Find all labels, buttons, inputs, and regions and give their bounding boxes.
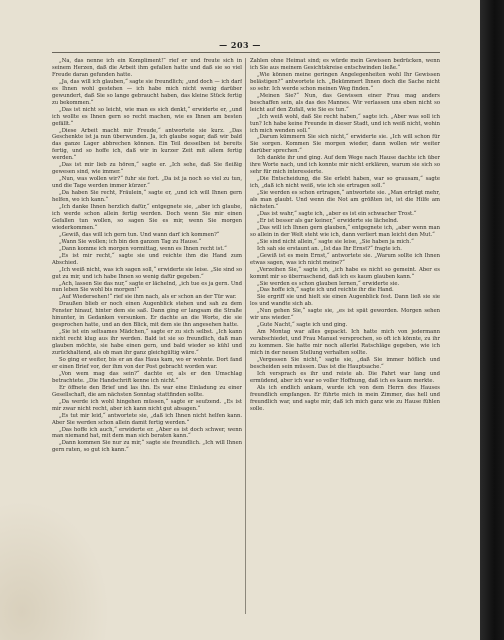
paragraph: Als ich endlich ankam, wurde ich von dem Herrn des Hauses freundlich empfangen. Er führte mich in mein Zimmer, das hell und freundlich war, und sagte mir, daß ich mich ganz wie zu Hause fühlen solle. bbox=[250, 384, 440, 412]
paragraph: Am Montag war alles gepackt. Ich hatte mich von jedermann verabschiedet, und Frau Manuel versprochen, so oft ich könnte, zu ihr zu kommen. Sie hatte mir noch allerlei Ratschläge gegeben, wie ich mich in der neuen Stellung verhalten sollte. bbox=[250, 329, 440, 357]
paragraph: „Na, das nenne ich ein Kompliment!“ rief er und freute sich in seinem Herzen, daß die Arbeit ihm gefallen hatte und daß sie so viel Freude daran gefunden hatte. bbox=[52, 58, 242, 78]
paragraph: „Dann kommen Sie nur zu mir,“ sagte sie freundlich. „Ich will Ihnen gern raten, so gut ich kann.“ bbox=[52, 440, 242, 454]
paragraph: „Das ist wahr,“ sagte ich, „aber es ist ein schwacher Trost.“ bbox=[257, 210, 417, 217]
paragraph: So ging er weiter, bis er an das Haus kam, wo er wohnte. Dort fand er einen Brief vor, der ihm von der Post gebracht worden war. bbox=[52, 356, 242, 370]
paragraph: „Das ist nicht so leicht, wie man es sich denkt,“ erwiderte er, „und ich wollte es Ihnen gern so recht machen, wie es Ihnen am besten gefällt.“ bbox=[52, 106, 242, 127]
paragraph: „Ich weiß nicht, was ich sagen soll,“ erwiderte sie leise. „Sie sind so gut zu mir, und ich habe Ihnen so wenig dafür gegeben.“ bbox=[52, 266, 242, 280]
paragraph: „Von wem mag das sein?“ dachte er, als er den Umschlag betrachtete. „Die Handschrift kenne ich nicht.“ bbox=[52, 370, 242, 384]
paragraph: „Sie sind nicht allein,“ sagte sie leise, „Sie haben ja mich.“ bbox=[257, 238, 414, 245]
header-rule bbox=[52, 52, 440, 53]
paragraph: Er öffnete den Brief und las ihn. Es war eine Einladung zu einer Gesellschaft, die am nächsten Sonntag stattfinden sollte. bbox=[52, 384, 242, 398]
paragraph: „Sie werden es schon glauben lernen,“ erwiderte sie. bbox=[257, 280, 400, 287]
column-separator bbox=[245, 58, 246, 614]
page-number: — 203 — bbox=[219, 40, 261, 50]
paragraph: „Nun gehen Sie,“ sagte sie, „es ist spät geworden. Morgen sehen wir uns wieder.“ bbox=[250, 308, 440, 322]
paragraph: „Nun, was wollen wir?“ fuhr sie fort. „Da ist ja noch so viel zu tun, und die Tage werden immer kürzer.“ bbox=[52, 176, 242, 190]
paragraph: „Er ist besser als gar keiner,“ erwiderte sie lächelnd. bbox=[257, 217, 399, 224]
right-text-column bbox=[250, 58, 440, 614]
left-text-column bbox=[52, 58, 242, 614]
paragraph: Ich dankte ihr und ging. Auf dem Wege nach Hause dachte ich über ihre Worte nach, und ich konnte mir nicht erklären, warum sie sich so sehr für mich interessierte. bbox=[250, 155, 440, 176]
paragraph: „Darum kümmern Sie sich nicht,“ erwiderte sie. „Ich will schon für Sie sorgen. Kommen Sie morgen wieder, dann wollen wir weiter darüber sprechen.“ bbox=[250, 134, 440, 155]
paragraph: Ich sah sie erstaunt an. „Ist das Ihr Ernst?“ fragte ich. bbox=[257, 245, 402, 252]
paragraph: „Ach, lassen Sie das nur,“ sagte er lächelnd, „ich tue es ja gern. Und nun leben Sie wohl bis morgen!“ bbox=[52, 280, 242, 294]
paragraph: „Verzeihen Sie,“ sagte ich, „ich habe es nicht so gemeint. Aber es kommt mir so überraschend, daß ich es kaum glauben kann.“ bbox=[250, 266, 440, 280]
paragraph: „Gewiß, das will ich gern tun. Und wann darf ich kommen?“ bbox=[59, 231, 220, 238]
paragraph: „Da haben Sie recht, Fräulein,“ sagte er, „und ich will Ihnen gern helfen, wo ich kann.“ bbox=[52, 190, 242, 204]
paragraph: Sie ergriff sie und hielt sie einen Augenblick fest. Dann ließ sie sie los und wandte sich ab. bbox=[250, 294, 440, 308]
paragraph: „Sie ist ein seltsames Mädchen,“ sagte er zu sich selbst. „Ich kann nicht recht klug aus ihr werden. Bald ist sie so freundlich, daß man glauben möchte, sie habe einen gern, und bald wieder so kühl und zurückhaltend, als ob man ihr ganz gleichgültig wäre.“ bbox=[52, 329, 242, 357]
paragraph: „Dann komme ich morgen vormittag, wenn es Ihnen recht ist.“ bbox=[59, 245, 227, 252]
paragraph: „Es tut mir leid,“ antwortete sie, „daß ich Ihnen nicht helfen kann. Aber Sie werden schon allein damit fertig werden.“ bbox=[52, 412, 242, 426]
paragraph: „Ja, das will ich glauben,“ sagte sie freundlich; „und doch — ich darf es Ihnen wohl gestehen — ich habe mich nicht wenig darüber gewundert, daß Sie so lange gebraucht haben, das kleine Stück fertig zu bekommen.“ bbox=[52, 78, 242, 106]
paragraph: Ich versprach es ihr und reiste ab. Die Fahrt war lang und ermüdend, aber ich war so voller Hoffnung, daß ich es kaum merkte. bbox=[250, 370, 440, 384]
paragraph: „Die Entscheidung, die Sie erlebt haben, war so grausam,“ sagte ich, „daß ich nicht weiß, wie ich sie ertragen soll.“ bbox=[250, 176, 440, 190]
paragraph: „Diese Arbeit macht mir Freude,“ antwortete sie kurz. „Das Geschenkte ist ja nun überwunden. Ja, ich glaube sogar, daß wir bald das ganze Lager abbrechen können. Ein Teil desselben ist bereits fertig, und so hoffe ich, daß wir in kurzer Zeit mit allem fertig werden.“ bbox=[52, 127, 242, 162]
paragraph: „Ich weiß wohl, daß Sie recht haben,“ sagte ich. „Aber was soll ich tun? Ich habe keine Freunde in dieser Stadt, und ich weiß nicht, wohin ich mich wenden soll.“ bbox=[250, 113, 440, 134]
paragraph: „Wie können meine geringen Angelegenheiten wohl Ihr Gewissen belästigen?“ antwortete ich. „Bekümmert Ihnen doch die Sache nicht so sehr. Ich werde schon meinen Weg finden.“ bbox=[250, 71, 440, 92]
paragraph: „Das hoffe ich,“ sagte ich und reichte ihr die Hand. bbox=[257, 287, 394, 294]
paragraph: „Sie werden es schon ertragen,“ antwortete sie. „Man erträgt mehr, als man glaubt. Und wenn die Not am größten ist, ist die Hilfe am nächsten.“ bbox=[250, 190, 440, 211]
paragraph: „Meinen Sie?“ Nun, das Gewissen einer Frau mag anders beschaffen sein, als das des Mannes. Wir verlassen uns eben nicht so leicht auf den Zufall, wie Sie es tun.“ bbox=[250, 92, 440, 113]
paragraph: „Ich danke Ihnen herzlich dafür,“ entgegnete sie, „aber ich glaube, ich werde schon allein fertig werden. Doch wenn Sie mir einen Gefallen tun wollen, so sagen Sie es mir, wenn Sie morgen wiederkommen.“ bbox=[52, 204, 242, 231]
paragraph: „Das ist mir lieb zu hören,“ sagte er. „Ich sehe, daß Sie fleißig gewesen sind, wie immer.“ bbox=[52, 162, 242, 176]
paragraph: Zahlen ohne Heimat sind; es würde mein Gewissen bedrücken, wenn ich Sie aus meinem Gesichtskreise entschwinden ließe.“ bbox=[250, 58, 440, 71]
paragraph: „Wann Sie wollen; ich bin den ganzen Tag zu Hause.“ bbox=[59, 238, 202, 245]
paragraph: „Gute Nacht,“ sagte ich und ging. bbox=[257, 322, 348, 329]
paragraph: „Das will ich Ihnen gern glauben,“ entgegnete ich, „aber wenn man so allein in der Welt steht wie ich, dann verliert man leicht den Mut.“ bbox=[250, 224, 440, 238]
paragraph: „Gewiß ist es mein Ernst,“ antwortete sie. „Warum sollte ich Ihnen etwas sagen, was ich nicht meine?“ bbox=[250, 252, 440, 266]
paragraph: „Das hoffe ich auch,“ erwiderte er. „Aber es ist doch schwer, wenn man niemand hat, mit dem man sich beraten kann.“ bbox=[52, 426, 242, 440]
paragraph: Draußen blieb er noch einen Augenblick stehen und sah zu dem Fenster hinauf, hinter dem sie saß. Dann ging er langsam die Straße hinunter, in Gedanken versunken. Er dachte an die Worte, die sie gesprochen hatte, und an den Blick, mit dem sie ihn angesehen hatte. bbox=[52, 301, 242, 329]
book-binding-edge bbox=[480, 0, 504, 640]
paragraph: „Da werde ich wohl hingehen müssen,“ sagte er seufzend. „Es ist mir zwar nicht recht, aber ich kann nicht gut absagen.“ bbox=[52, 398, 242, 412]
paragraph: „Auf Wiedersehen!“ rief sie ihm nach, als er schon an der Tür war. bbox=[59, 294, 237, 301]
paragraph: „Es ist mir recht,“ sagte sie und reichte ihm die Hand zum Abschied. bbox=[52, 252, 242, 266]
paragraph: „Vergessen Sie nicht,“ sagte sie, „daß Sie immer höflich und bescheiden sein müssen. Das ist die Hauptsache.“ bbox=[250, 356, 440, 370]
